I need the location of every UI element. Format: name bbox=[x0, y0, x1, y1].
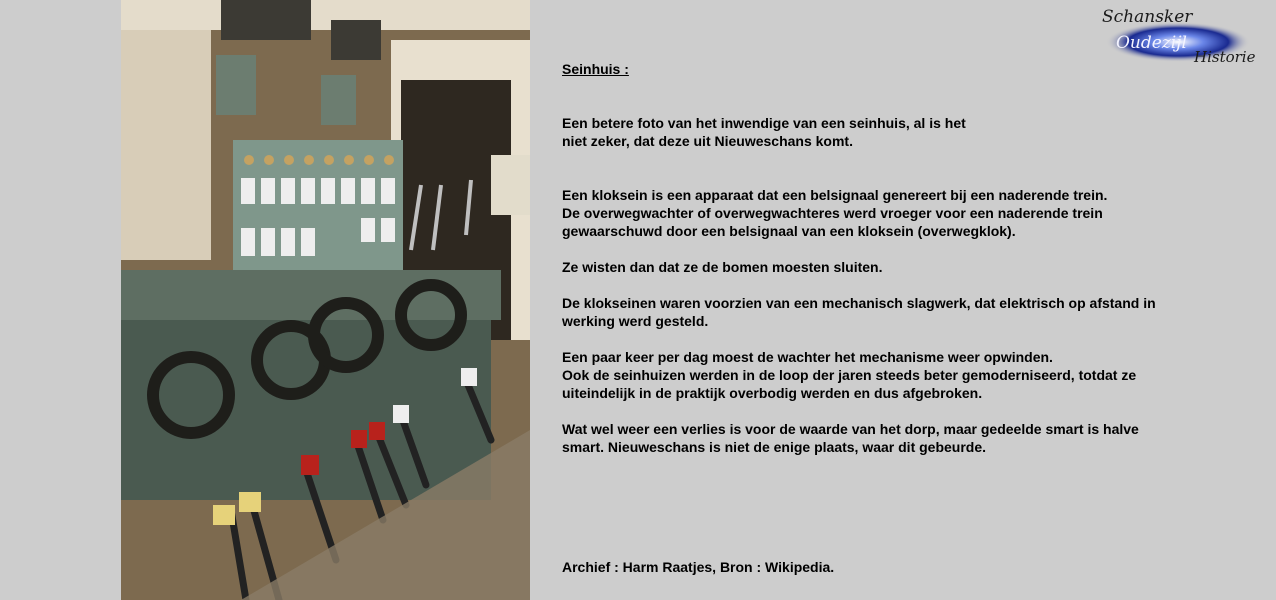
paragraph-kloksein: Een kloksein is een apparaat dat een belsignaal genereert bij een naderende trein. De overwegwachter of overwegwachteres werd vroeger voor een naderende trein gewaarschuwd door een belsignaal van een kloksein (overwegklok). bbox=[562, 187, 1108, 239]
paragraph-bomen: Ze wisten dan dat ze de bomen moesten sluiten. bbox=[562, 259, 883, 275]
paragraph-opwinden: Een paar keer per dag moest de wachter het mechanisme weer opwinden. Ook de seinhuizen werden in de loop der jaren steeds beter gemoderniseerd, totdat ze uiteindelijk in de praktijk overbodig werden en dus afgebroken. bbox=[562, 349, 1137, 401]
seinhuis-interior-photo bbox=[121, 0, 530, 600]
page-title: Seinhuis : bbox=[562, 61, 629, 77]
schansker-oudezijl-historie-logo[interactable] bbox=[1098, 4, 1270, 66]
logo-line-3: Historie bbox=[1194, 48, 1256, 66]
paragraph-slagwerk: De klokseinen waren voorzien van een mechanisch slagwerk, dat elektrisch op afstand in werking werd gesteld. bbox=[562, 295, 1156, 329]
source-credit: Archief : Harm Raatjes, Bron : Wikipedia. bbox=[562, 559, 835, 575]
logo-line-2: Oudezijl bbox=[1116, 33, 1187, 53]
paragraph-intro: Een betere foto van het inwendige van een seinhuis, al is het niet zeker, dat deze uit Nieuweschans komt. bbox=[562, 115, 966, 149]
article-body bbox=[562, 60, 1222, 456]
paragraph-verlies: Wat wel weer een verlies is voor de waarde van het dorp, maar gedeelde smart is halve smart. Nieuweschans is niet de enige plaats, waar dit gebeurde. bbox=[562, 421, 1139, 455]
logo-line-1: Schansker bbox=[1102, 7, 1193, 27]
